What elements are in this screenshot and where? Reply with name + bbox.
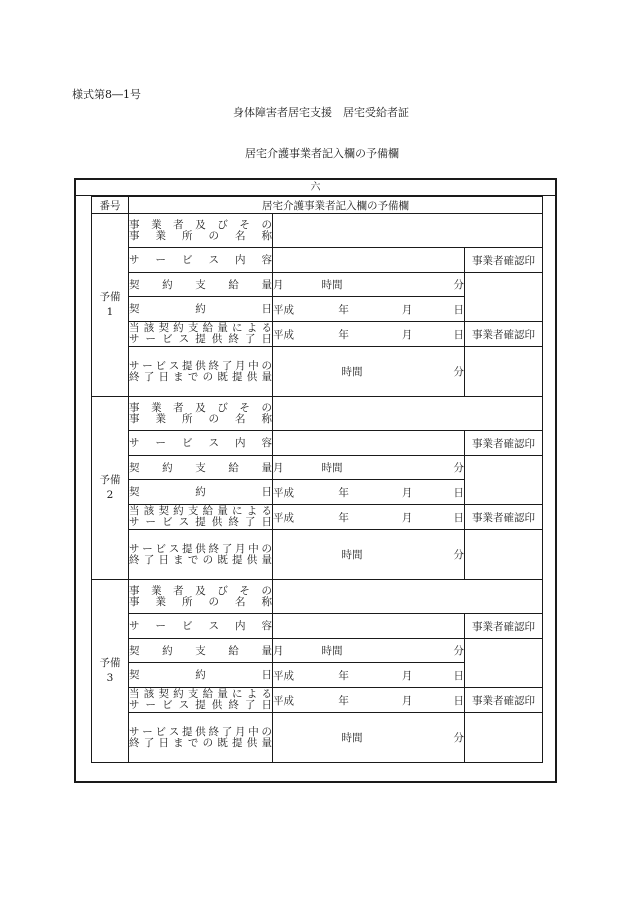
contract-amount-label	[129, 456, 273, 480]
provider-seal-label: 事業者確認印	[465, 248, 543, 273]
provider-name-field[interactable]	[273, 397, 543, 431]
provider-seal-label: 事業者確認印	[465, 688, 543, 713]
provider-name-field[interactable]	[273, 214, 543, 248]
unit-day: 日	[453, 694, 464, 707]
form-number: 様式第8―1号	[72, 88, 141, 101]
provider-seal-label: 事業者確認印	[465, 505, 543, 530]
unit-hours: 時間	[321, 279, 343, 291]
provided-amount-row-2	[92, 530, 543, 580]
provider-seal-box[interactable]	[465, 273, 543, 322]
contract-amount-label-text: 契約支給量	[129, 461, 272, 474]
unit-year: 年	[338, 328, 349, 341]
provided-amount-label-line2: 終了日までの既提供量	[129, 370, 272, 383]
contract-date-label-text: 契約日	[129, 486, 272, 498]
provider-name-label	[129, 580, 273, 614]
service-row-3	[92, 614, 543, 639]
provider-name-label-line1: 事業者及びその	[129, 401, 272, 414]
provided-amount-field[interactable]	[273, 713, 465, 763]
provider-seal-box[interactable]	[465, 713, 543, 763]
end-date-row-2	[92, 505, 543, 530]
contract-date-field[interactable]	[273, 480, 465, 505]
contract-amount-field[interactable]	[273, 639, 465, 663]
contract-amount-label	[129, 639, 273, 663]
unit-year: 年	[338, 303, 349, 316]
block-label: 予備	[99, 657, 121, 669]
end-date-field[interactable]	[273, 505, 465, 530]
contract-amount-row-2	[92, 456, 543, 480]
contract-date-label	[129, 297, 273, 322]
provider-seal-box[interactable]	[465, 639, 543, 688]
block-number-cell	[92, 214, 129, 397]
block-label: 予備	[99, 474, 121, 486]
form-frame	[74, 178, 557, 783]
contract-date-label	[129, 663, 273, 688]
unit-era: 平成	[273, 511, 294, 524]
service-row-1	[92, 248, 543, 273]
provided-amount-row-1	[92, 347, 543, 397]
unit-minutes: 分	[453, 279, 464, 291]
provider-seal-label: 事業者確認印	[465, 431, 543, 456]
service-field[interactable]	[273, 248, 465, 273]
unit-era: 平成	[273, 328, 294, 341]
unit-minutes: 分	[453, 549, 464, 561]
provider-seal-label: 事業者確認印	[465, 322, 543, 347]
service-label	[129, 431, 273, 456]
unit-day: 日	[453, 669, 464, 682]
unit-month: 月	[401, 303, 413, 316]
end-date-label-line1: 当該契約支給量による	[129, 688, 272, 700]
unit-era: 平成	[273, 669, 294, 682]
contract-date-field[interactable]	[273, 297, 465, 322]
end-date-field[interactable]	[273, 322, 465, 347]
provided-amount-label-line1: サービス提供終了月中の	[129, 725, 272, 738]
unit-minutes: 分	[453, 366, 464, 378]
contract-amount-field[interactable]	[273, 273, 465, 297]
unit-year: 年	[338, 511, 349, 524]
contract-amount-label	[129, 273, 273, 297]
service-label	[129, 614, 273, 639]
service-label	[129, 248, 273, 273]
unit-year: 年	[338, 694, 349, 707]
end-date-label-line2: サービス提供終了日	[129, 516, 272, 528]
provided-amount-label	[129, 713, 273, 763]
unit-year: 年	[338, 486, 349, 499]
provider-seal-box[interactable]	[465, 530, 543, 580]
end-date-row-3	[92, 688, 543, 713]
unit-month: 月	[273, 279, 284, 291]
block-number-cell	[92, 580, 129, 763]
contract-amount-label-text: 契約支給量	[129, 644, 272, 657]
provider-name-row-1	[92, 214, 543, 248]
service-field[interactable]	[273, 614, 465, 639]
provided-amount-field[interactable]	[273, 530, 465, 580]
end-date-label-line1: 当該契約支給量による	[129, 505, 272, 517]
unit-day: 日	[453, 303, 464, 316]
unit-hours: 時間	[341, 549, 363, 561]
unit-month: 月	[401, 511, 413, 524]
unit-minutes: 分	[453, 462, 464, 474]
service-label-text: サービス内容	[129, 620, 272, 632]
end-date-label	[129, 322, 273, 347]
table-header-row	[92, 197, 543, 214]
service-field[interactable]	[273, 431, 465, 456]
provider-name-label-line2: 事業所の名称	[129, 229, 272, 242]
provider-name-row-2	[92, 397, 543, 431]
unit-month: 月	[401, 669, 413, 682]
provided-amount-label	[129, 347, 273, 397]
block-number: 3	[106, 672, 114, 684]
provider-name-label-line2: 事業所の名称	[129, 595, 272, 608]
end-date-label	[129, 505, 273, 530]
unit-day: 日	[453, 328, 464, 341]
contract-date-field[interactable]	[273, 663, 465, 688]
provided-amount-field[interactable]	[273, 347, 465, 397]
unit-era: 平成	[273, 486, 294, 499]
header-title: 居宅介護事業者記入欄の予備欄	[129, 197, 543, 214]
contract-amount-label-text: 契約支給量	[129, 278, 272, 291]
block-label: 予備	[99, 291, 121, 303]
provided-amount-row-3	[92, 713, 543, 763]
unit-year: 年	[338, 669, 349, 682]
contract-date-label	[129, 480, 273, 505]
provider-name-field[interactable]	[273, 580, 543, 614]
document-subtitle: 居宅介護事業者記入欄の予備欄	[245, 147, 399, 160]
contract-date-label-text: 契約日	[129, 303, 272, 315]
contract-amount-field[interactable]	[273, 456, 465, 480]
contract-amount-row-1	[92, 273, 543, 297]
provider-seal-box[interactable]	[465, 456, 543, 505]
provided-amount-label-line1: サービス提供終了月中の	[129, 542, 272, 555]
end-date-label	[129, 688, 273, 713]
unit-month: 月	[273, 645, 284, 657]
frame-header: 六	[76, 180, 555, 196]
service-label-text: サービス内容	[129, 254, 272, 266]
unit-minutes: 分	[453, 645, 464, 657]
end-date-label-line2: サービス提供終了日	[129, 699, 272, 711]
provider-name-label	[129, 214, 273, 248]
provided-amount-label-line2: 終了日までの既提供量	[129, 553, 272, 566]
provider-name-label	[129, 397, 273, 431]
unit-hours: 時間	[341, 732, 363, 744]
block-number: 1	[106, 306, 114, 318]
provided-amount-label-line1: サービス提供終了月中の	[129, 359, 272, 372]
unit-hours: 時間	[321, 645, 343, 657]
end-date-row-1	[92, 322, 543, 347]
unit-day: 日	[453, 511, 464, 524]
end-date-field[interactable]	[273, 688, 465, 713]
unit-month: 月	[273, 462, 284, 474]
provided-amount-label	[129, 530, 273, 580]
provided-amount-label-line2: 終了日までの既提供量	[129, 736, 272, 749]
header-number: 番号	[92, 197, 129, 214]
provider-name-label-line1: 事業者及びその	[129, 218, 272, 231]
block-number: 2	[106, 489, 114, 501]
unit-month: 月	[401, 328, 413, 341]
unit-hours: 時間	[341, 366, 363, 378]
end-date-label-line2: サービス提供終了日	[129, 333, 272, 345]
service-label-text: サービス内容	[129, 437, 272, 449]
unit-hours: 時間	[321, 462, 343, 474]
document-title: 身体障害者居宅支援 居宅受給者証	[233, 106, 409, 119]
unit-era: 平成	[273, 694, 294, 707]
unit-month: 月	[401, 486, 413, 499]
service-row-2	[92, 431, 543, 456]
provider-name-label-line1: 事業者及びその	[129, 584, 272, 597]
end-date-label-line1: 当該契約支給量による	[129, 322, 272, 334]
contract-amount-row-3	[92, 639, 543, 663]
unit-day: 日	[453, 486, 464, 499]
block-number-cell	[92, 397, 129, 580]
provider-name-label-line2: 事業所の名称	[129, 412, 272, 425]
provider-seal-box[interactable]	[465, 347, 543, 397]
provider-name-row-3	[92, 580, 543, 614]
unit-month: 月	[401, 694, 413, 707]
unit-era: 平成	[273, 303, 294, 316]
reserve-table	[91, 196, 543, 763]
provider-seal-label: 事業者確認印	[465, 614, 543, 639]
contract-date-label-text: 契約日	[129, 669, 272, 681]
unit-minutes: 分	[453, 732, 464, 744]
